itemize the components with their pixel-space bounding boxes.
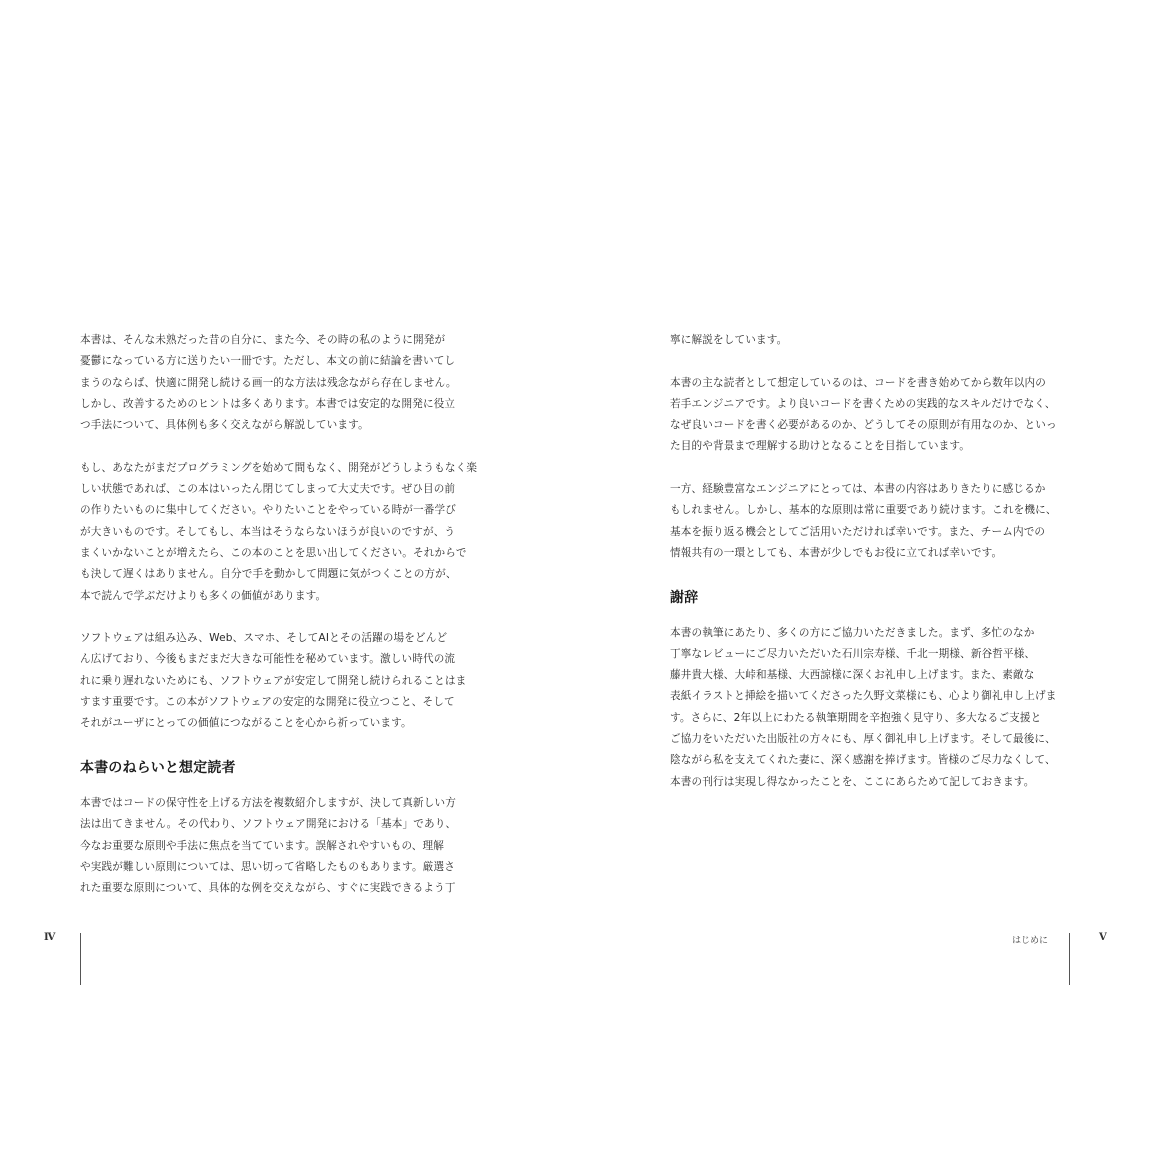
text-line: 本書の執筆にあたり、多くの方にご協力いただきました。まず、多忙のなか (670, 626, 1035, 639)
page-number: Ⅴ (1099, 932, 1107, 943)
paragraph (80, 458, 485, 607)
text-line: 陰ながら私を支えてくれた妻に、深く感謝を捧げます。皆様のご尽力なくして、 (670, 754, 1056, 767)
right-body-text (670, 330, 1075, 814)
paragraph (80, 793, 485, 899)
paragraph (80, 330, 485, 436)
right-page (575, 0, 1150, 1150)
left-body-text (80, 330, 485, 921)
text-line: まくいかないことが増えたら、この本のことを思い出してください。それからで (80, 546, 467, 559)
text-line: なぜ良いコードを書く必要があるのか、どうしてその原則が有用なのか、といっ (670, 419, 1057, 432)
text-line: も決して遅くはありません。自分で手を動かして問題に気がつくことの方が、 (80, 568, 457, 581)
text-line: ん広げており、今後もまだまだ大きな可能性を秘めています。激しい時代の流 (80, 653, 456, 666)
paragraph (670, 479, 1075, 564)
text-line: が大きいものです。そしてもし、本当はそうならないほうが良いのですが、う (80, 525, 456, 538)
text-line: 藤井貴大様、大峠和基様、大西諒様に深くお礼申し上げます。また、素敵な (670, 669, 1035, 682)
text-line: 本書の刊行は実現し得なかったことを、ここにあらためて記しておきます。 (670, 775, 1035, 788)
running-head: はじめに (1012, 936, 1049, 946)
text-line: もしれません。しかし、基本的な原則は常に重要であり続けます。これを機に、 (670, 504, 1057, 517)
text-line: 本書の主な読者として想定しているのは、コードを書き始めてから数年以内の (670, 376, 1047, 389)
text-line: す。さらに、2年以上にわたる執筆期間を辛抱強く見守り、多大なるご支援と (670, 711, 1042, 724)
text-line: まうのならば、快適に開発し続ける画一的な方法は残念ながら存在しません。 (80, 376, 457, 389)
text-line: もし、あなたがまだプログラミングを始めて間もなく、開発がどうしようもなく楽 (80, 461, 478, 474)
text-line: 本で読んで学ぶだけよりも多くの価値があります。 (80, 589, 327, 602)
paragraph (80, 628, 485, 734)
text-line: しかし、改善するためのヒントは多くあります。本書では安定的な開発に役立 (80, 397, 456, 410)
text-line: 情報共有の一環としても、本書が少しでもお役に立てれば幸いです。 (670, 546, 1003, 559)
text-line: 寧に解説をしています。 (670, 334, 788, 346)
paragraph (670, 373, 1075, 458)
section-heading: 謝辞 (670, 589, 699, 606)
text-line: 本書ではコードの保守性を上げる方法を複数紹介しますが、決して真新しい方 (80, 796, 457, 809)
text-line: ソフトウェアは組み込み、Web、スマホ、そしてAIとその活躍の場をどんど (80, 632, 448, 645)
text-line: の作りたいものに集中してください。やりたいことをやっている時が一番学び (80, 504, 457, 517)
text-line: 本書は、そんな未熟だった昔の自分に、また今、その時の私のように開発が (80, 334, 446, 346)
text-line: すます重要です。この本がソフトウェアの安定的な開発に役立つこと、そして (80, 696, 455, 709)
text-line: 今なお重要な原則や手法に焦点を当てています。誤解されやすいもの、理解 (80, 839, 445, 852)
text-line: しい状態であれば、この本はいったん閉じてしまって大丈夫です。ぜひ目の前 (80, 483, 456, 496)
text-line: 法は出てきません。その代わり、ソフトウェア開発における「基本」であり、 (80, 818, 457, 831)
text-line: 一方、経験豊富なエンジニアにとっては、本書の内容はありきたりに感じるか (670, 483, 1046, 496)
page-number: Ⅳ (44, 932, 56, 943)
text-line: 憂鬱になっている方に送りたい一冊です。ただし、本文の前に結論を書いてし (80, 355, 456, 368)
text-line: 基本を振り返る機会としてご活用いただければ幸いです。また、チーム内での (670, 525, 1046, 538)
text-line: 丁寧なレビューにご尽力いただいた石川宗寿様、千北一期様、新谷哲平様、 (670, 647, 1036, 660)
section-heading: 本書のねらいと想定読者 (80, 759, 236, 776)
text-line: や実践が難しい原則については、思い切って省略したものもあります。厳選さ (80, 860, 455, 873)
paragraph (670, 330, 1075, 351)
text-line: 表紙イラストと挿絵を描いてくださった久野文菜様にも、心より御礼申し上げま (670, 690, 1057, 703)
text-line: それがユーザにとっての価値につながることを心から祈っています。 (80, 717, 412, 730)
footer-rule (1069, 933, 1070, 985)
footer-rule (80, 933, 81, 985)
paragraph (670, 623, 1075, 793)
text-line: 若手エンジニアです。より良いコードを書くための実践的なスキルだけでなく、 (670, 397, 1056, 410)
text-line: ご協力をいただいた出版社の方々にも、厚く御礼申し上げます。そして最後に、 (670, 733, 1056, 746)
text-line: つ手法について、具体例も多く交えながら解説しています。 (80, 419, 369, 432)
text-line: れに乗り遅れないためにも、ソフトウェアが安定して開発し続けられることはま (80, 674, 467, 687)
text-line: れた重要な原則について、具体的な例を交えながら、すぐに実践できるよう丁 (80, 882, 456, 895)
text-line: た目的や背景まで理解する助けとなることを目指しています。 (670, 440, 970, 453)
